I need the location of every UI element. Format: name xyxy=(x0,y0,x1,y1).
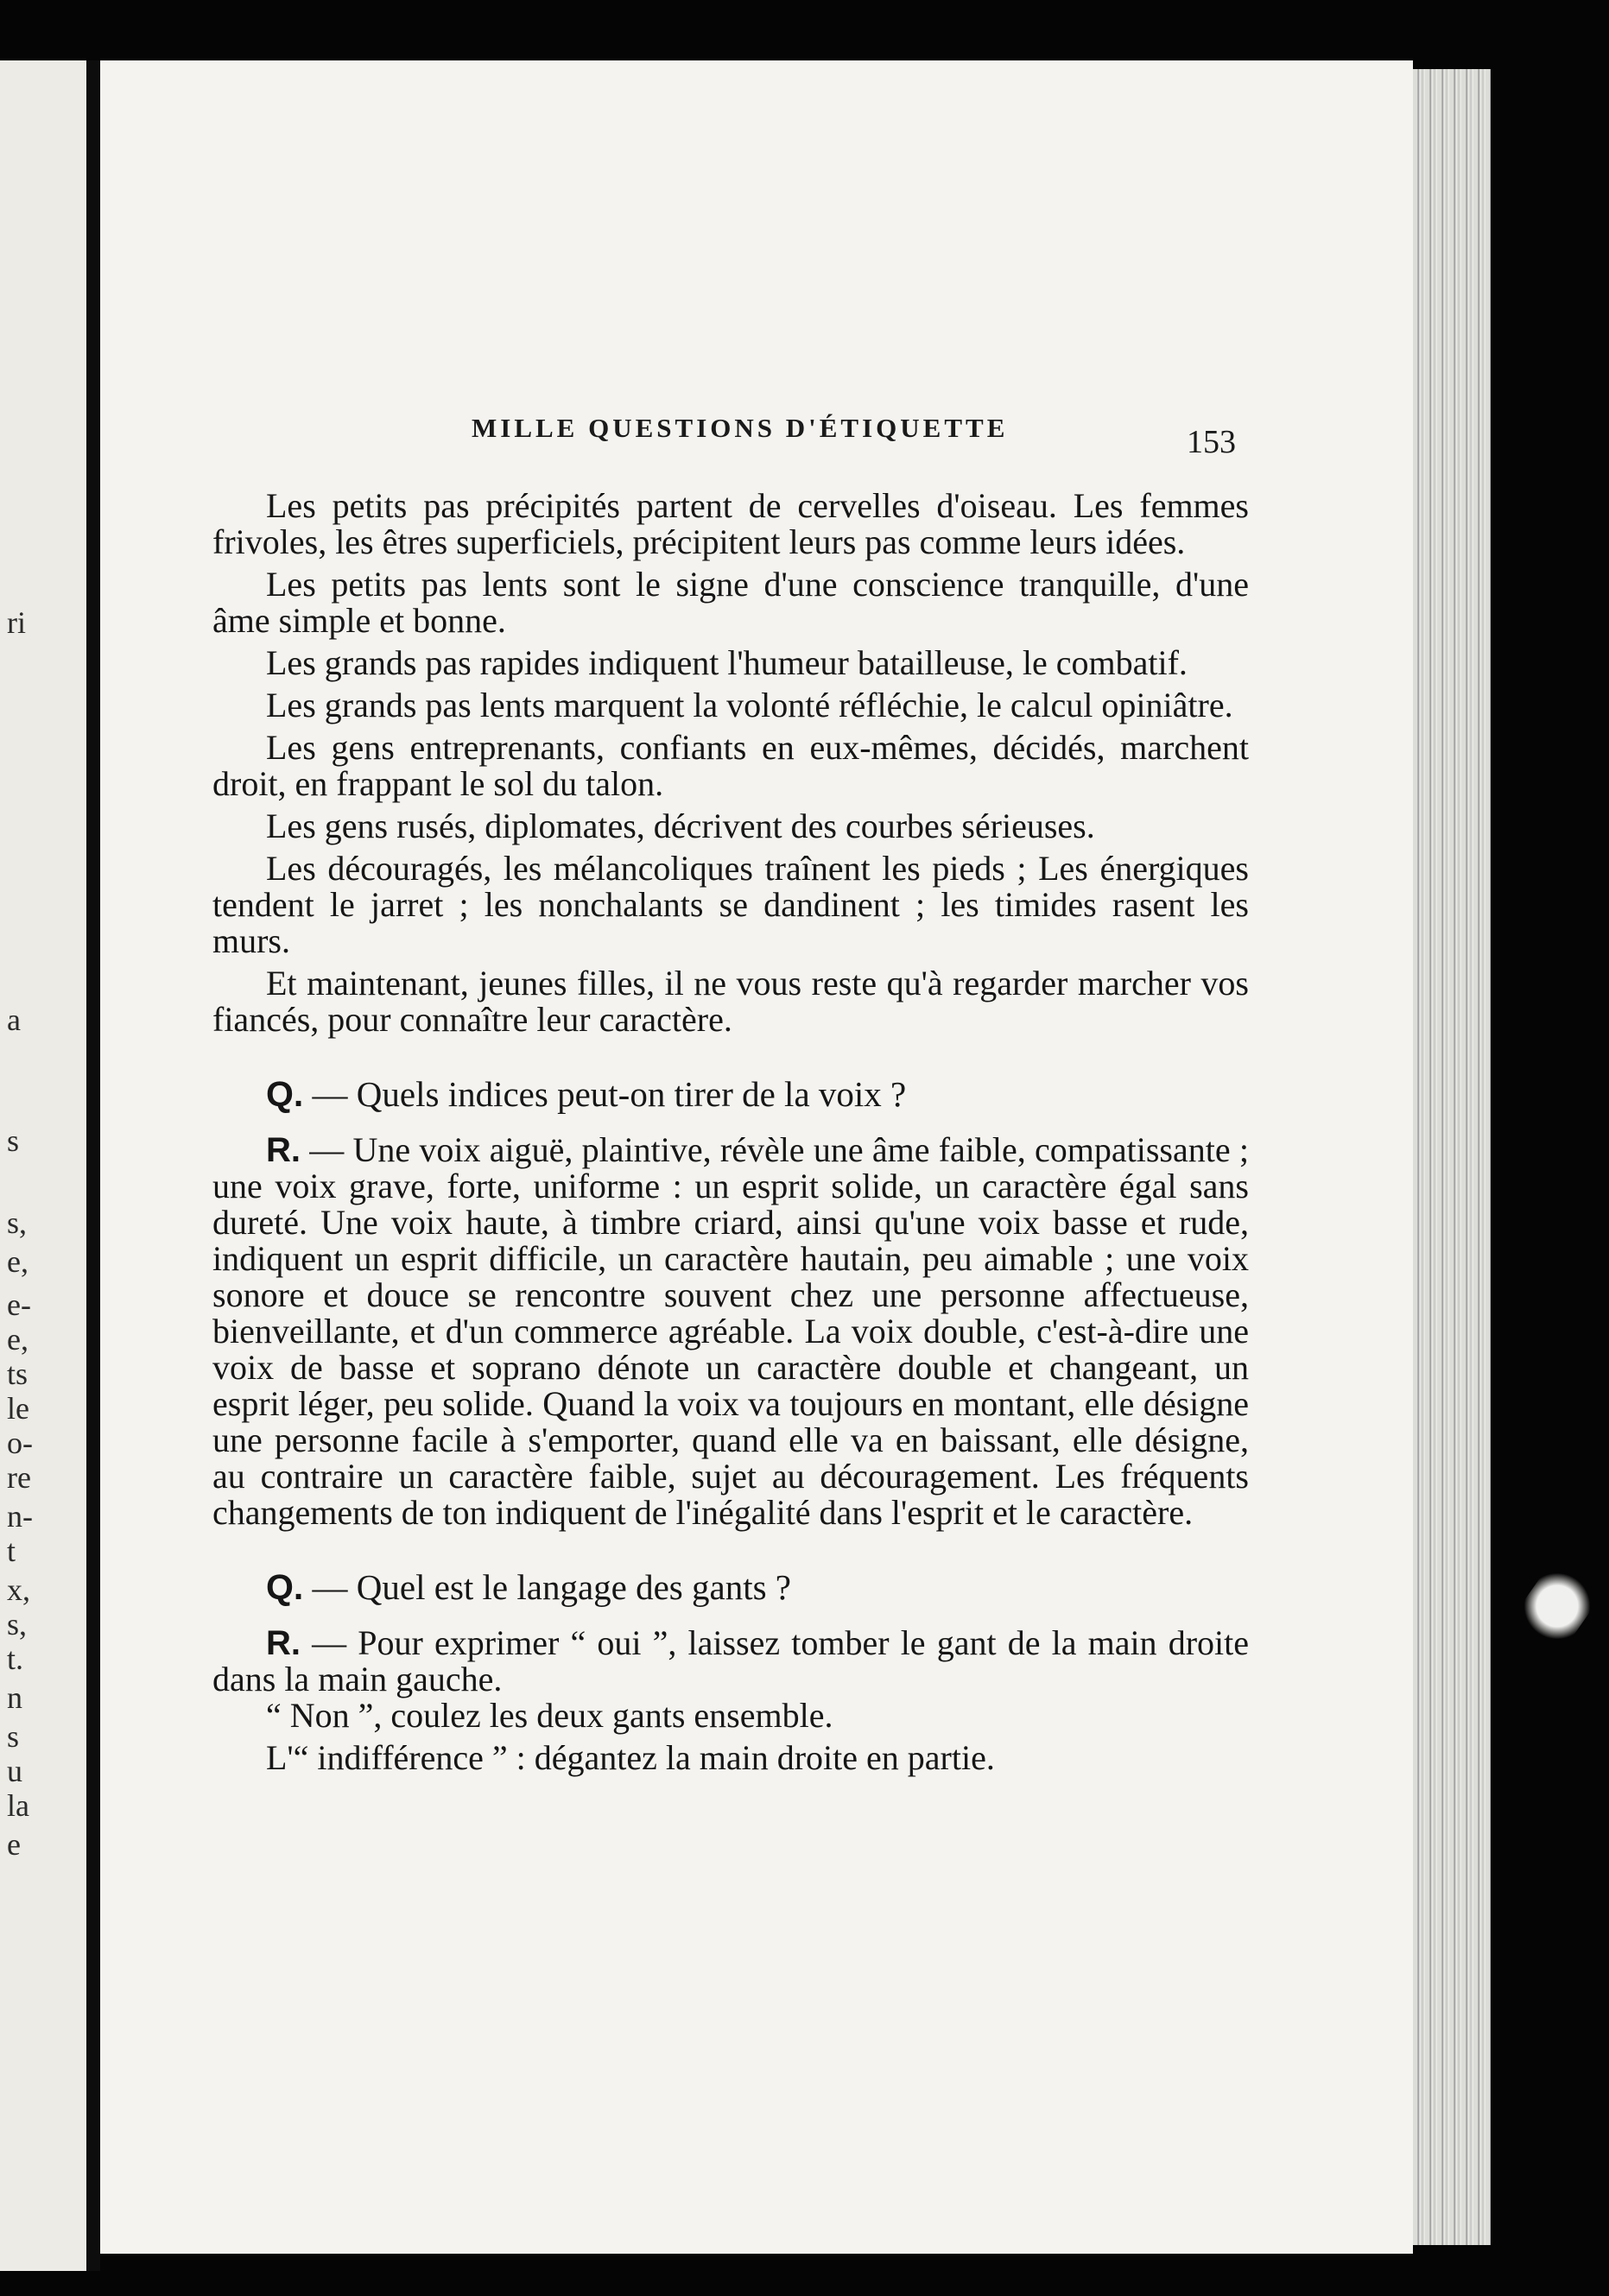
question-text: — Quels indices peut-on tirer de la voix ? xyxy=(303,1074,907,1114)
facing-page-text-fragment: ri xyxy=(7,605,26,640)
answer-gloves xyxy=(212,1625,1249,1698)
facing-page-text-fragment: n xyxy=(7,1680,22,1715)
answer-voice xyxy=(212,1132,1249,1531)
facing-page-text-fragment: la xyxy=(7,1788,29,1823)
answer-text: — Une voix aiguë, plaintive, révèle une âme faible, compatissante ; une voix grave, forte, uniforme : un esprit solide, un caractère égal sans dureté. Une voix haute, à timbre criard, ainsi qu'une voix basse et rude, indiquent un esprit difficile, un caractère hautain, peu aimable ; une voix sonore et douce se rencontre souvent chez une personne affectueuse, bienveillante, et d'un commerce agréable. La voix double, c'est-à-dire une voix de basse et soprano dénote un caractère double et changeant, un esprit léger, peu solide. Quand la voix va toujours en montant, elle désigne une personne facile à s'emporter, quand elle va en baissant, elle désigne, au contraire un caractère faible, sujet au découragement. Les fréquents changements de ton indiquent de l'inégalité dans l'esprit et le caractère. xyxy=(212,1130,1249,1533)
facing-page-text-fragment: x, xyxy=(7,1572,30,1607)
question-marker: Q. xyxy=(266,1074,304,1114)
facing-page-text-fragment: s, xyxy=(7,1607,28,1641)
paragraph: Les petits pas précipités partent de cervelles d'oiseau. Les femmes frivoles, les êtres superficiels, précipitent leurs pas comme leurs idées. xyxy=(212,486,1249,561)
facing-page-text-fragment: a xyxy=(7,1003,21,1037)
facing-page-text-fragment: e- xyxy=(7,1287,31,1322)
paragraph: Les découragés, les mélancoliques traînent les pieds ; Les énergiques tendent le jarret ; les nonchalants se dandinent ; les timides rasent les murs. xyxy=(212,849,1249,960)
paragraph: Et maintenant, jeunes filles, il ne vous reste qu'à regarder marcher vos fiancés, pour connaître leur caractère. xyxy=(212,964,1249,1039)
facing-page-text-fragment: t. xyxy=(7,1641,24,1676)
answer-text: — Pour exprimer “ oui ”, laissez tomber le gant de la main droite dans la main gauche. xyxy=(212,1623,1249,1699)
facing-page-text-fragment: e, xyxy=(7,1244,29,1279)
answer-marker: R. xyxy=(266,1131,301,1170)
paper-tab xyxy=(1512,1560,1601,1652)
facing-page-text-fragment: s, xyxy=(7,1205,28,1240)
facing-page-text-fragment: s xyxy=(7,1123,20,1158)
answer-marker: R. xyxy=(266,1624,301,1663)
paragraph: Les gens rusés, diplomates, décrivent des courbes sérieuses. xyxy=(266,806,1095,845)
facing-page-text-fragment: e xyxy=(7,1827,21,1862)
book-page xyxy=(100,60,1413,2254)
paragraph: Les gens entreprenants, confiants en eux-mêmes, décidés, marchent droit, en frappant le sol du talon. xyxy=(212,728,1249,803)
page-number: 153 xyxy=(1187,424,1236,460)
answer-line: L'“ indifférence ” : dégantez la main droite en partie. xyxy=(266,1738,995,1778)
facing-page-text-fragment: o- xyxy=(7,1426,33,1460)
paragraph: Les grands pas lents marquent la volonté réfléchie, le calcul opiniâtre. xyxy=(266,686,1233,724)
question-gloves xyxy=(212,1569,1249,1606)
facing-page-text-fragment: s xyxy=(7,1719,20,1754)
question-marker: Q. xyxy=(266,1567,304,1608)
facing-page-text-fragment: u xyxy=(7,1754,22,1788)
running-head: MILLE QUESTIONS D'ÉTIQUETTE xyxy=(472,413,1009,443)
body-text xyxy=(212,488,1249,1782)
facing-page-text-fragment: e, xyxy=(7,1322,29,1357)
book-gutter xyxy=(86,60,100,2271)
facing-page-text-fragment: n- xyxy=(7,1499,33,1534)
question-voice xyxy=(212,1076,1249,1113)
facing-page-fragment xyxy=(0,60,86,2271)
paragraph: Les grands pas rapides indiquent l'humeur batailleuse, le combatif. xyxy=(266,643,1188,682)
facing-page-text-fragment: le xyxy=(7,1391,29,1426)
answer-line: “ Non ”, coulez les deux gants ensemble. xyxy=(266,1696,833,1736)
question-text: — Quel est le langage des gants ? xyxy=(303,1567,792,1608)
facing-page-text-fragment: ts xyxy=(7,1357,29,1391)
paragraph: Les petits pas lents sont le signe d'une conscience tranquille, d'une âme simple et bonne. xyxy=(212,565,1249,640)
facing-page-text-fragment: t xyxy=(7,1534,16,1568)
facing-page-text-fragment: re xyxy=(7,1460,31,1495)
page-stack-edge xyxy=(1413,69,1491,2245)
